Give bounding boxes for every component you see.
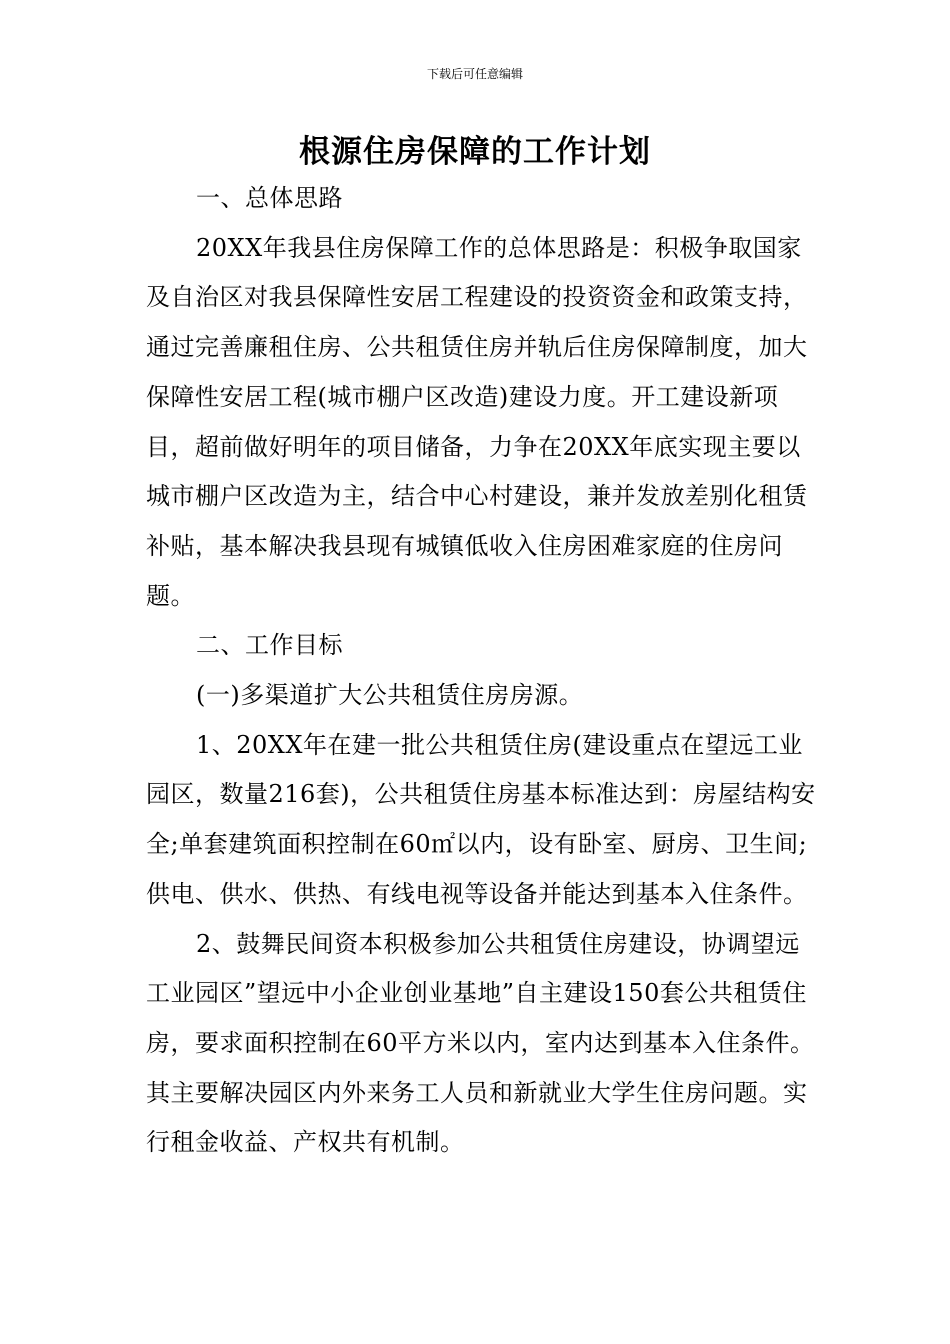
- paragraph-item-2: 2、鼓舞民间资本积极参加公共租赁住房建设，协调望远工业园区”望远中小企业创业基地”自主建设150套公共租赁住房，要求面积控制在60平方米以内，室内达到基本入住条件。其主要解决园区内外来务工人员和新就业大学生住房问题。实行租金收益、产权共有机制。: [146, 929, 815, 1157]
- paragraph-item-1: 1、20XX年在建一批公共租赁住房(建设重点在望远工业园区，数量216套)，公共租赁住房基本标准达到：房屋结构安全;单套建筑面积控制在60㎡以内，设有卧室、厨房、卫生间;供电、供水、供热、有线电视等设备并能达到基本入住条件。: [146, 730, 816, 908]
- header-note: 下载后可任意编辑: [426, 67, 523, 81]
- document-body: [146, 174, 822, 1168]
- paragraph-overall-approach: 20XX年我县住房保障工作的总体思路是：积极争取国家及自治区对我县保障性安居工程建设的投资资金和政策支持，通过完善廉租住房、公共租赁住房并轨后住房保障制度，加大保障性安居工程(城市棚户区改造)建设力度。开工建设新项目，超前做好明年的项目储备，力争在20XX年底实现主要以城市棚户区改造为主，结合中心村建设，兼并发放差别化租赁补贴，基本解决我县现有城镇低收入住房困难家庭的住房问题。: [146, 233, 808, 610]
- section-heading-work-goals: 二、工作目标: [196, 631, 343, 660]
- subheading-expand-housing-sources: (一)多渠道扩大公共租赁住房房源。: [196, 681, 584, 710]
- section-heading-overall-approach: 一、总体思路: [196, 184, 343, 212]
- document-title: 根源住房保障的工作计划: [299, 134, 651, 170]
